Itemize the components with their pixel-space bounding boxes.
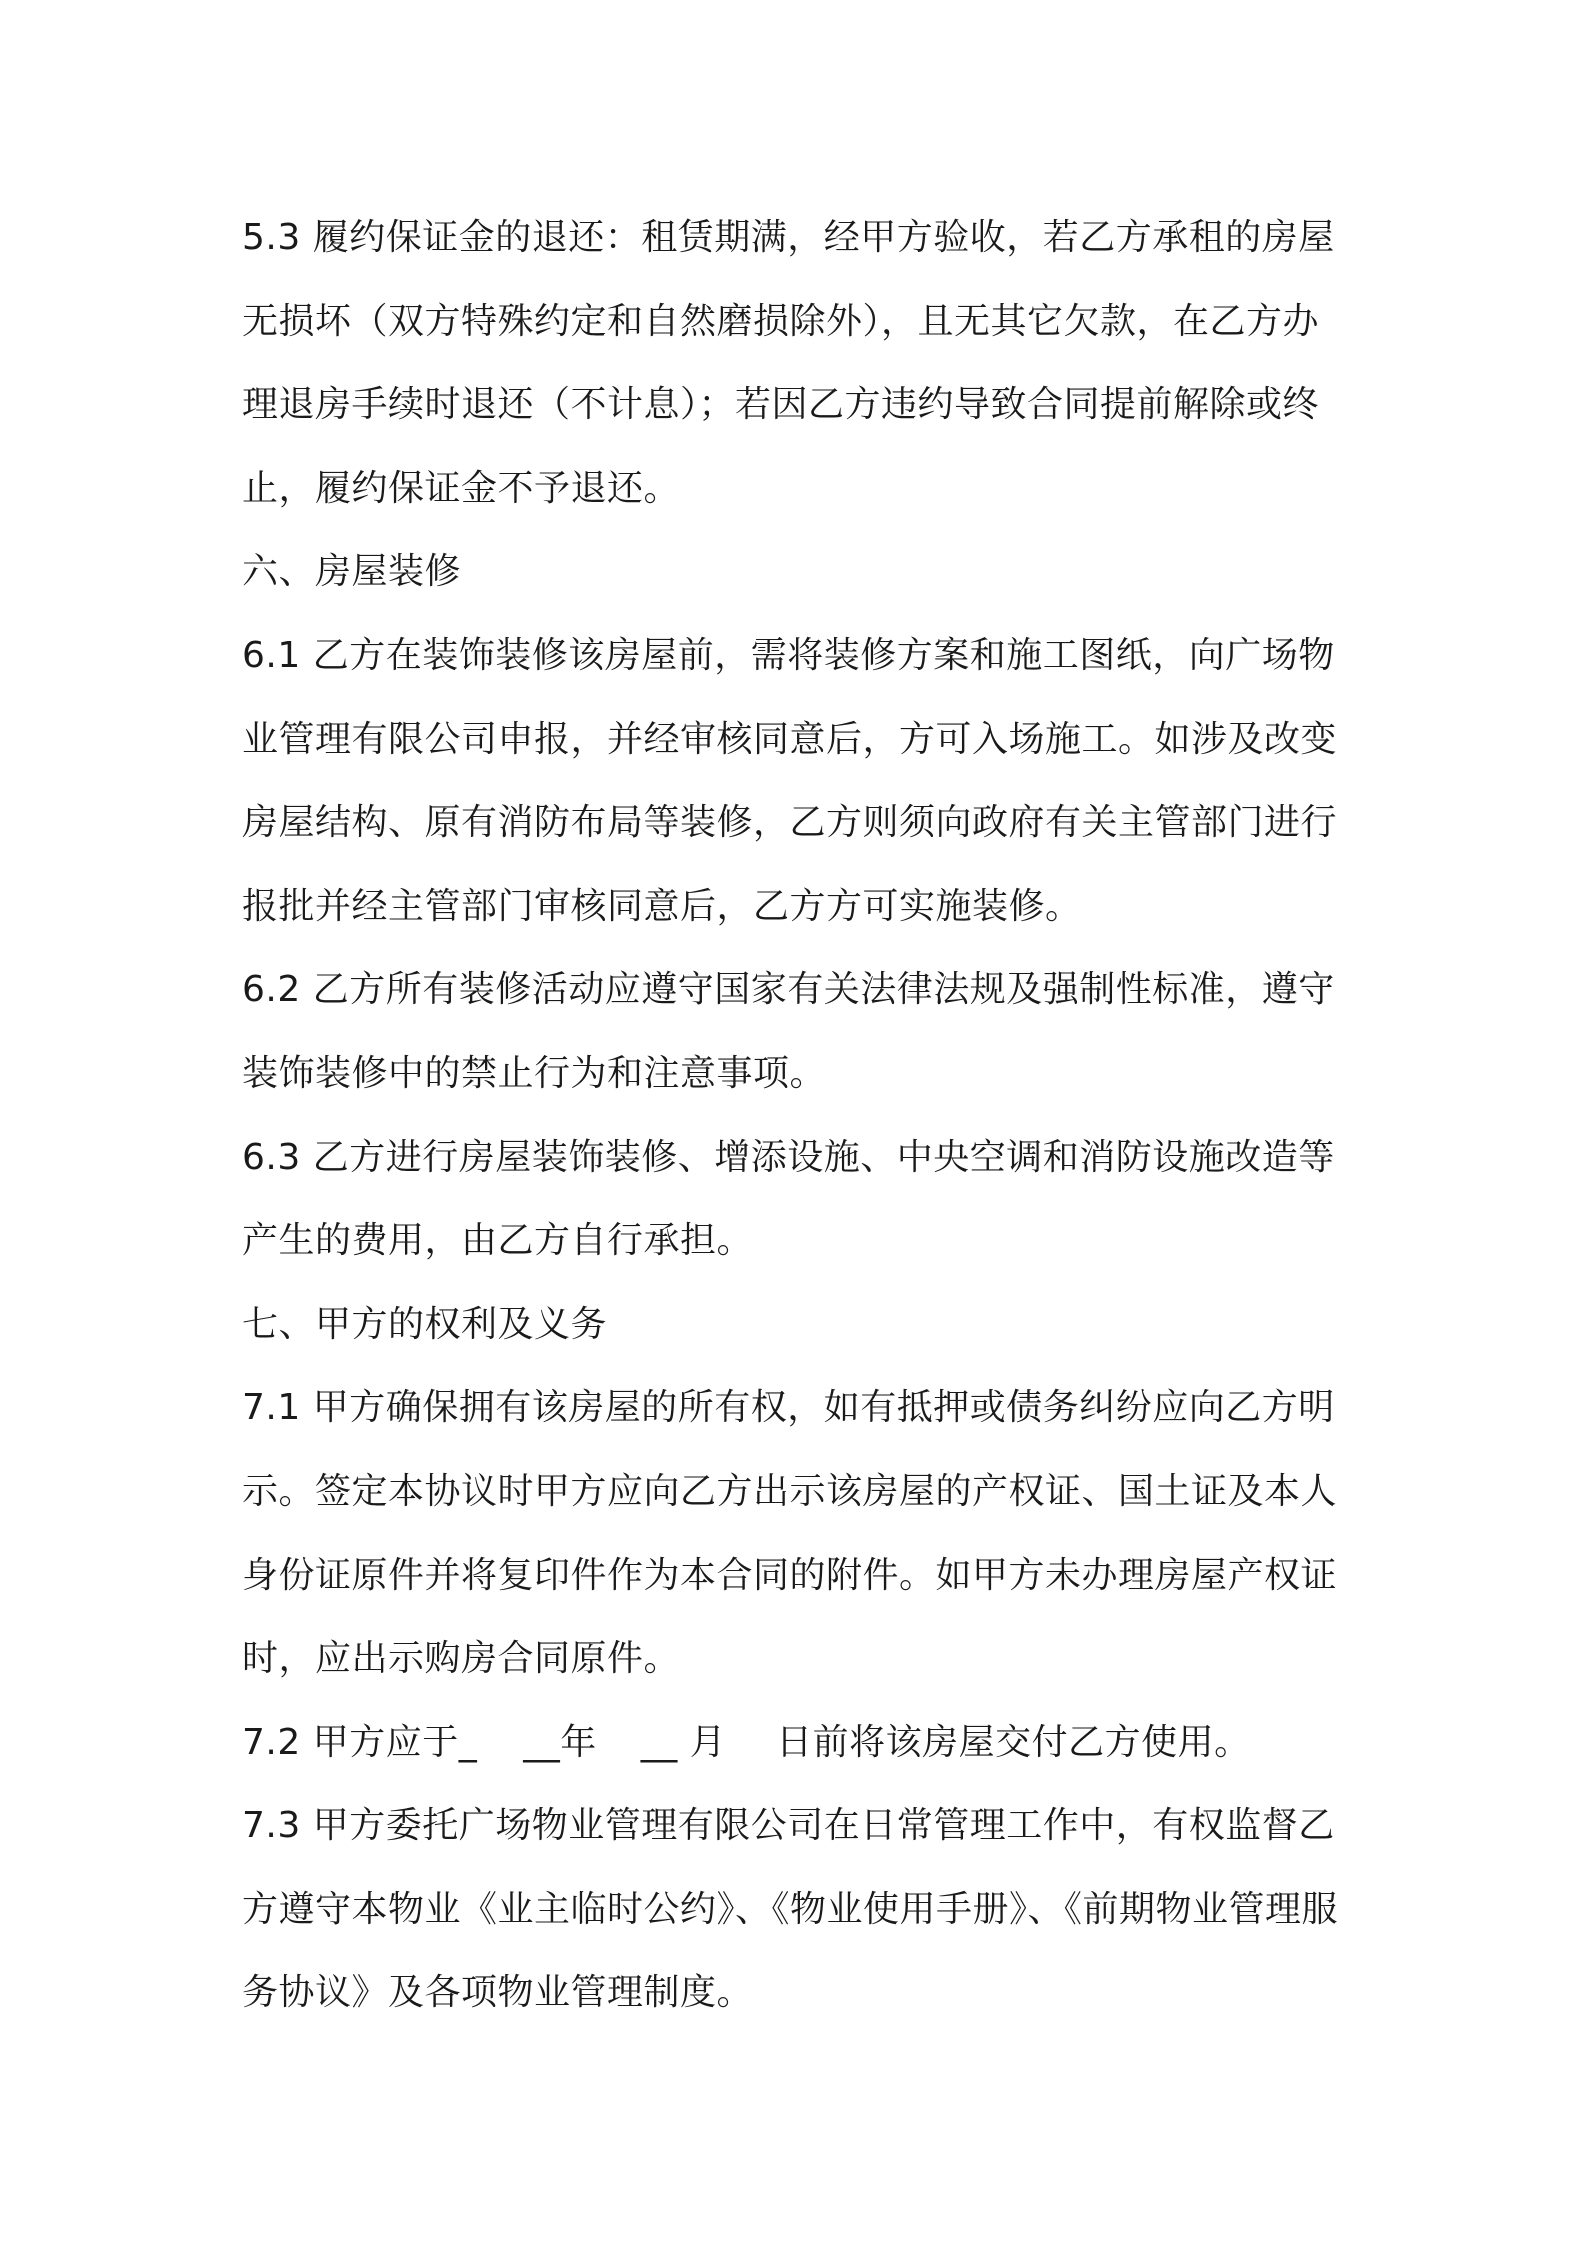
clause-7-1-line-4: 时，应出示购房合同原件。 [242,1638,681,1680]
clause-7-1-line-2: 示。签定本协议时甲方应向乙方出示该房屋的产权证、国土证及本人 [242,1470,1338,1512]
clause-6-3-line-1: 6.3 乙方进行房屋装饰装修、增添设施、中央空调和消防设施改造等 [242,1136,1335,1178]
clause-6-2-line-1: 6.2 乙方所有装修活动应遵守国家有关法律法规及强制性标准，遵守 [242,969,1335,1011]
clause-7-2-part-3: __ 月 [640,1721,727,1763]
clause-6-3-line-2: 产生的费用，由乙方自行承担。 [242,1220,754,1262]
section-heading-7: 七、甲方的权利及义务 [242,1303,608,1345]
clause-5-3-line-4: 止，履约保证金不予退还。 [242,467,681,509]
clause-5-3-line-2: 无损坏（双方特殊约定和自然磨损除外），且无其它欠款，在乙方办 [242,300,1320,342]
clause-7-2-line [242,1701,1350,1785]
clause-5-3-line-1: 5.3 履约保证金的退还：租赁期满，经甲方验收，若乙方承租的房屋 [242,217,1335,258]
clause-7-2-part-2: __年 [523,1721,597,1763]
clause-7-2-part-4: 日前将该房屋交付乙方使用。 [776,1721,1251,1763]
clause-7-3-line-1: 7.3 甲方委托广场物业管理有限公司在日常管理工作中，有权监督乙 [242,1805,1335,1847]
clause-5-3-line-3: 理退房手续时退还（不计息）；若因乙方违约导致合同提前解除或终 [242,384,1320,426]
clause-6-1-line-4: 报批并经主管部门审核同意后，乙方方可实施装修。 [242,885,1082,927]
clause-6-2-line-2: 装饰装修中的禁止行为和注意事项。 [242,1052,827,1094]
clause-6-1-line-3: 房屋结构、原有消防布局等装修，乙方则须向政府有关主管部门进行 [242,802,1338,844]
clause-6-1-line-1: 6.1 乙方在装饰装修该房屋前，需将装修方案和施工图纸，向广场物 [242,634,1335,676]
clause-7-2-part-1: 7.2 甲方应于_ [242,1721,478,1763]
clause-7-1-line-1: 7.1 甲方确保拥有该房屋的所有权，如有抵押或债务纠纷应向乙方明 [242,1387,1335,1429]
clause-7-3-line-2: 方遵守本物业《业主临时公约》、《物业使用手册》、《前期物业管理服 [242,1888,1339,1930]
clause-6-1-line-2: 业管理有限公司申报，并经审核同意后，方可入场施工。如涉及改变 [242,718,1338,760]
clause-7-3-line-3: 务协议》及各项物业管理制度。 [242,1972,754,2014]
clause-7-1-line-3: 身份证原件并将复印件作为本合同的附件。如甲方未办理房屋产权证 [242,1554,1338,1596]
section-heading-6: 六、房屋装修 [242,551,462,593]
document-body [242,196,1350,2035]
